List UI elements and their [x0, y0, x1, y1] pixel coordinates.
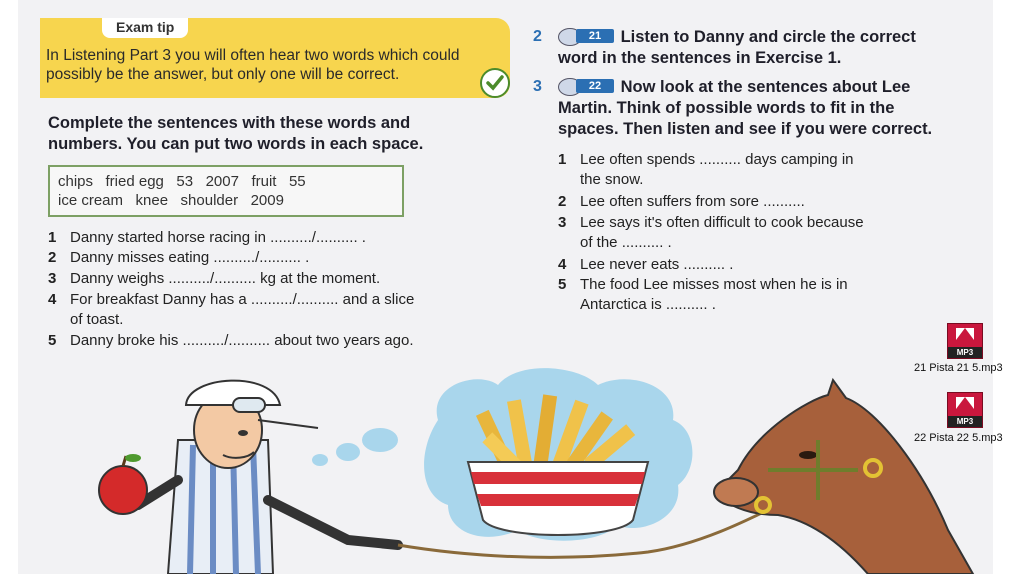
exercise-2-line-1: Listen to Danny and circle the correct: [620, 28, 916, 46]
exercise-3-line-2: Martin. Think of possible words to fit in the: [558, 99, 895, 117]
left-sentence-text: Danny weighs ........../.......... kg at the moment.: [70, 270, 381, 287]
word-box-line-2: ice cream knee shoulder 2009: [58, 192, 284, 209]
right-sentence-text: Lee says it's often difficult to cook because: [580, 214, 864, 231]
left-sentence-number: 1: [48, 229, 57, 246]
file-label-21[interactable]: 21 Pista 21 5.mp3: [914, 362, 1003, 374]
exercise-3-number: 3: [533, 78, 542, 95]
word-box-line-1: chips fried egg 53 2007 fruit 55: [58, 173, 306, 190]
right-sentence-number: 5: [558, 276, 567, 293]
left-sentence-text: Danny broke his ........../.......... about two years ago.: [70, 332, 414, 349]
left-sentence-number: 2: [48, 249, 57, 266]
mp3-file-icon[interactable]: [947, 392, 983, 428]
left-sentence-number: 5: [48, 332, 57, 349]
textbook-page: [18, 0, 993, 574]
right-sentence-text-cont: the snow.: [580, 171, 644, 188]
track-number: 21: [576, 29, 614, 43]
exercise-3-line-3: spaces. Then listen and see if you were correct.: [558, 120, 933, 138]
jockey-figure: [138, 381, 398, 574]
mp3-arrow-icon: [956, 397, 974, 409]
exercise-2-number: 2: [533, 28, 542, 45]
right-sentence-text-cont: Antarctica is .......... .: [580, 296, 716, 313]
right-sentence-number: 4: [558, 256, 567, 273]
right-sentence-text: Lee never eats .......... .: [580, 256, 734, 273]
left-sentence-text: Danny started horse racing in ........../.......... .: [70, 229, 366, 246]
file-label-22[interactable]: 22 Pista 22 5.mp3: [914, 432, 1003, 444]
mp3-file-icon[interactable]: [947, 323, 983, 359]
right-sentence-text: Lee often suffers from sore ..........: [580, 193, 805, 210]
exercise-instruction-left: Complete the sentences with these words and numbers. You can put two words in each space.: [48, 114, 424, 153]
mp3-icon-label: MP3: [948, 416, 982, 427]
illustration: [18, 0, 993, 574]
right-sentence-number: 1: [558, 151, 567, 168]
left-sentence-text: Danny misses eating ........../.......... .: [70, 249, 310, 266]
mp3-arrow-icon: [956, 328, 974, 340]
left-sentence-number: 4: [48, 291, 57, 308]
right-sentence-text-cont: of the .......... .: [580, 234, 672, 251]
right-sentence-text: The food Lee misses most when he is in: [580, 276, 848, 293]
left-sentence-text: of toast.: [70, 311, 124, 328]
apple-icon: [99, 454, 147, 514]
exercise-3-line-1: Now look at the sentences about Lee: [620, 78, 911, 96]
horse-figure: [714, 380, 973, 574]
thought-dot-small: [312, 454, 328, 466]
mp3-icon-label: MP3: [948, 347, 982, 358]
track-number: 22: [576, 79, 614, 93]
right-sentence-text: Lee often spends .......... days camping in: [580, 151, 854, 168]
thought-dot-large: [362, 428, 398, 452]
thought-dot-medium: [336, 443, 360, 461]
exercise-2-line-2: word in the sentences in Exercise 1.: [558, 49, 842, 67]
right-sentence-number: 3: [558, 214, 567, 231]
left-sentence-text: For breakfast Danny has a ........../.......... and a slice: [70, 291, 415, 308]
goggles-icon: [233, 398, 265, 412]
left-sentence-number: 3: [48, 270, 57, 287]
exam-tip-text: In Listening Part 3 you will often hear two words which could possibly be the answer, but only one will be correct.: [46, 47, 460, 83]
right-sentence-number: 2: [558, 193, 567, 210]
exam-tip-title: Exam tip: [102, 18, 188, 38]
